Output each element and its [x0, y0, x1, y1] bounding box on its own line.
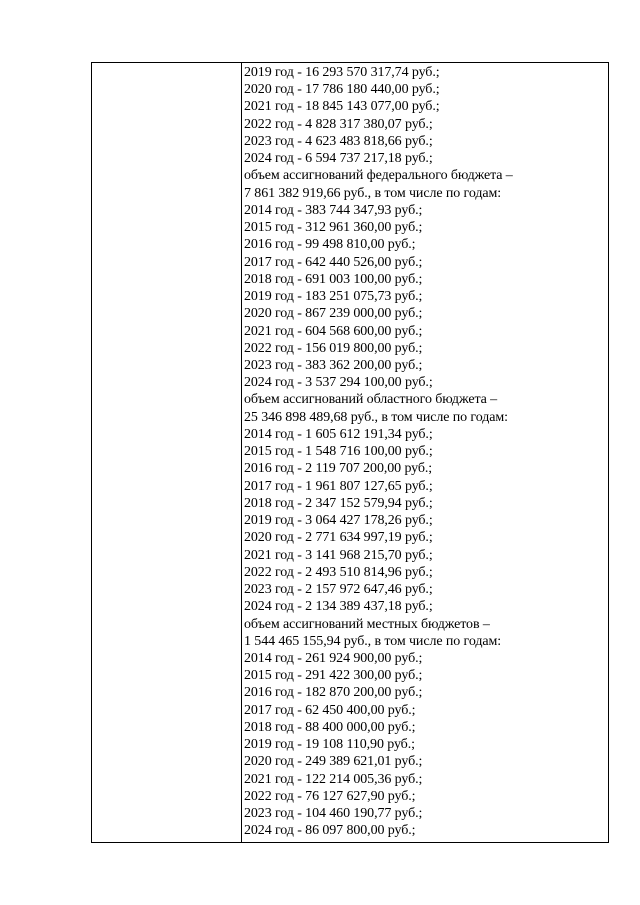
text-line: объем ассигнований федерального бюджета – — [244, 168, 513, 184]
text-line: 2021 год - 122 214 005,36 руб.; — [244, 771, 423, 787]
text-line: 2015 год - 291 422 300,00 руб.; — [244, 668, 423, 684]
text-line: 2021 год - 3 141 968 215,70 руб.; — [244, 547, 433, 563]
text-line: объем ассигнований местных бюджетов – — [244, 616, 490, 632]
text-line: 2024 год - 2 134 389 437,18 руб.; — [244, 599, 433, 615]
text-line: 2022 год - 76 127 627,90 руб.; — [244, 788, 416, 804]
text-line: 2016 год - 182 870 200,00 руб.; — [244, 685, 423, 701]
table-left-cell — [92, 63, 242, 842]
text-line: 2018 год - 88 400 000,00 руб.; — [244, 719, 416, 735]
text-line: 2015 год - 1 548 716 100,00 руб.; — [244, 444, 433, 460]
text-line: 2014 год - 383 744 347,93 руб.; — [244, 202, 423, 218]
text-line: 2017 год - 642 440 526,00 руб.; — [244, 254, 423, 270]
text-line: 2017 год - 1 961 807 127,65 руб.; — [244, 478, 433, 494]
text-line: 2024 год - 3 537 294 100,00 руб.; — [244, 375, 433, 391]
text-line: 2018 год - 2 347 152 579,94 руб.; — [244, 495, 433, 511]
text-line: 2015 год - 312 961 360,00 руб.; — [244, 220, 423, 236]
text-line: 2023 год - 4 623 483 818,66 руб.; — [244, 133, 433, 149]
text-line: 2014 год - 1 605 612 191,34 руб.; — [244, 426, 433, 442]
table-right-cell — [242, 63, 608, 842]
text-line: 2019 год - 16 293 570 317,74 руб.; — [244, 65, 440, 80]
text-line: 2023 год - 2 157 972 647,46 руб.; — [244, 582, 433, 598]
text-line: объем ассигнований областного бюджета – — [244, 392, 498, 408]
text-line: 7 861 382 919,66 руб., в том числе по годам: — [244, 185, 502, 201]
text-line: 2022 год - 2 493 510 814,96 руб.; — [244, 564, 433, 580]
text-line: 2019 год - 19 108 110,90 руб.; — [244, 737, 415, 753]
text-line: 2024 год - 86 097 800,00 руб.; — [244, 823, 416, 839]
text-line: 2024 год - 6 594 737 217,18 руб.; — [244, 151, 433, 167]
text-line: 2020 год - 17 786 180 440,00 руб.; — [244, 82, 440, 98]
text-line: 2019 год - 3 064 427 178,26 руб.; — [244, 513, 433, 529]
text-line: 2020 год - 249 389 621,01 руб.; — [244, 754, 423, 770]
text-line: 2016 год - 2 119 707 200,00 руб.; — [244, 461, 433, 477]
text-line: 2023 год - 104 460 190,77 руб.; — [244, 806, 423, 822]
text-line: 2020 год - 2 771 634 997,19 руб.; — [244, 530, 433, 546]
funding-table — [91, 62, 609, 843]
text-line: 2022 год - 4 828 317 380,07 руб.; — [244, 116, 433, 132]
text-line: 2019 год - 183 251 075,73 руб.; — [244, 289, 423, 305]
text-line: 2023 год - 383 362 200,00 руб.; — [244, 357, 423, 373]
text-line: 2021 год - 604 568 600,00 руб.; — [244, 323, 423, 339]
text-line: 1 544 465 155,94 руб., в том числе по годам: — [244, 633, 502, 649]
text-line: 2014 год - 261 924 900,00 руб.; — [244, 650, 423, 666]
text-line: 2018 год - 691 003 100,00 руб.; — [244, 271, 423, 287]
text-line: 25 346 898 489,68 руб., в том числе по годам: — [244, 409, 508, 425]
text-line: 2020 год - 867 239 000,00 руб.; — [244, 306, 423, 322]
text-line: 2017 год - 62 450 400,00 руб.; — [244, 702, 416, 718]
text-line: 2016 год - 99 498 810,00 руб.; — [244, 237, 416, 253]
text-line: 2021 год - 18 845 143 077,00 руб.; — [244, 99, 440, 115]
text-line: 2022 год - 156 019 800,00 руб.; — [244, 340, 423, 356]
